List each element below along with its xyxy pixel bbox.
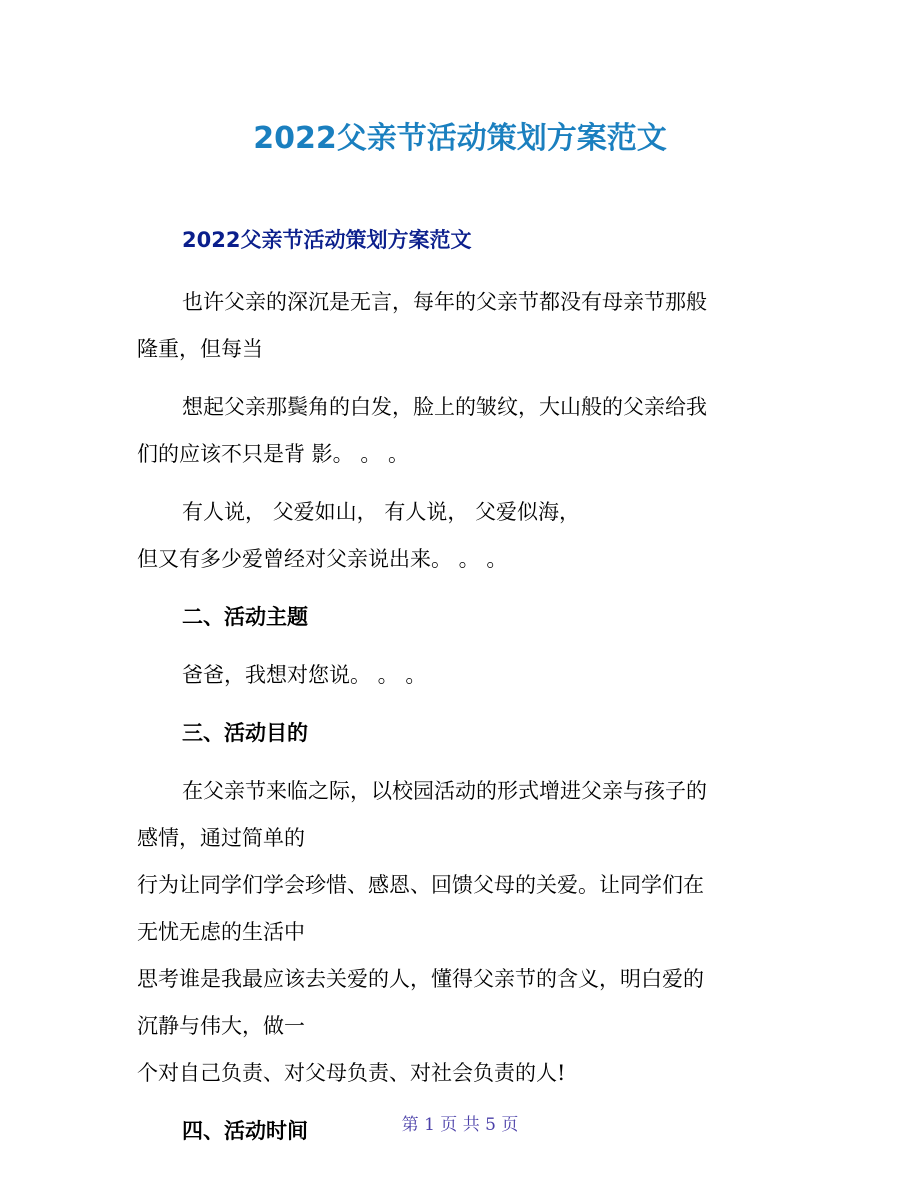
document-title: 2022父亲节活动策划方案范文 [253, 121, 667, 156]
document-subtitle: 2022父亲节活动策划方案范文 [182, 228, 472, 252]
text-line: 行为让同学们学会珍惜、感恩、回馈父母的关爱。让同学们在 [137, 873, 704, 897]
intro-paragraph-3 [137, 489, 787, 583]
text-line: 思考谁是我最应该去关爱的人，懂得父亲节的含义，明白爱的 [137, 967, 704, 991]
text-line: 有人说， 父爱如山， 有人说， 父爱似海， [182, 500, 581, 524]
text-line: 但又有多少爱曾经对父亲说出来。 。 。 [137, 547, 508, 571]
text-line: 隆重，但每当 [137, 337, 263, 361]
page-number-footer: 第 1 页 共 5 页 [401, 1115, 519, 1135]
document-body [137, 279, 787, 1166]
intro-paragraph-1 [137, 279, 787, 373]
text-line: 个对自己负责、对父母负责、对社会负责的人! [137, 1061, 566, 1085]
section-heading-purpose: 三、活动目的 [182, 721, 308, 745]
text-line: 在父亲节来临之际，以校园活动的形式增进父亲与孩子的 [182, 779, 707, 803]
text-line: 无忧无虑的生活中 [137, 920, 305, 944]
section-heading-time: 四、活动时间 [182, 1119, 308, 1143]
text-line: 们的应该不只是背 影。 。 。 [137, 442, 410, 466]
text-line: 沉静与伟大，做一 [137, 1014, 305, 1038]
text-line: 感情，通过简单的 [137, 826, 305, 850]
section-heading-theme: 二、活动主题 [182, 605, 308, 629]
theme-paragraph [137, 652, 787, 699]
purpose-paragraph [137, 768, 787, 1097]
intro-paragraph-2 [137, 384, 787, 478]
text-line: 爸爸，我想对您说。 。 。 [182, 663, 427, 687]
text-line: 也许父亲的深沉是无言，每年的父亲节都没有母亲节那般 [182, 290, 707, 314]
text-line: 想起父亲那鬓角的白发，脸上的皱纹，大山般的父亲给我 [182, 395, 707, 419]
